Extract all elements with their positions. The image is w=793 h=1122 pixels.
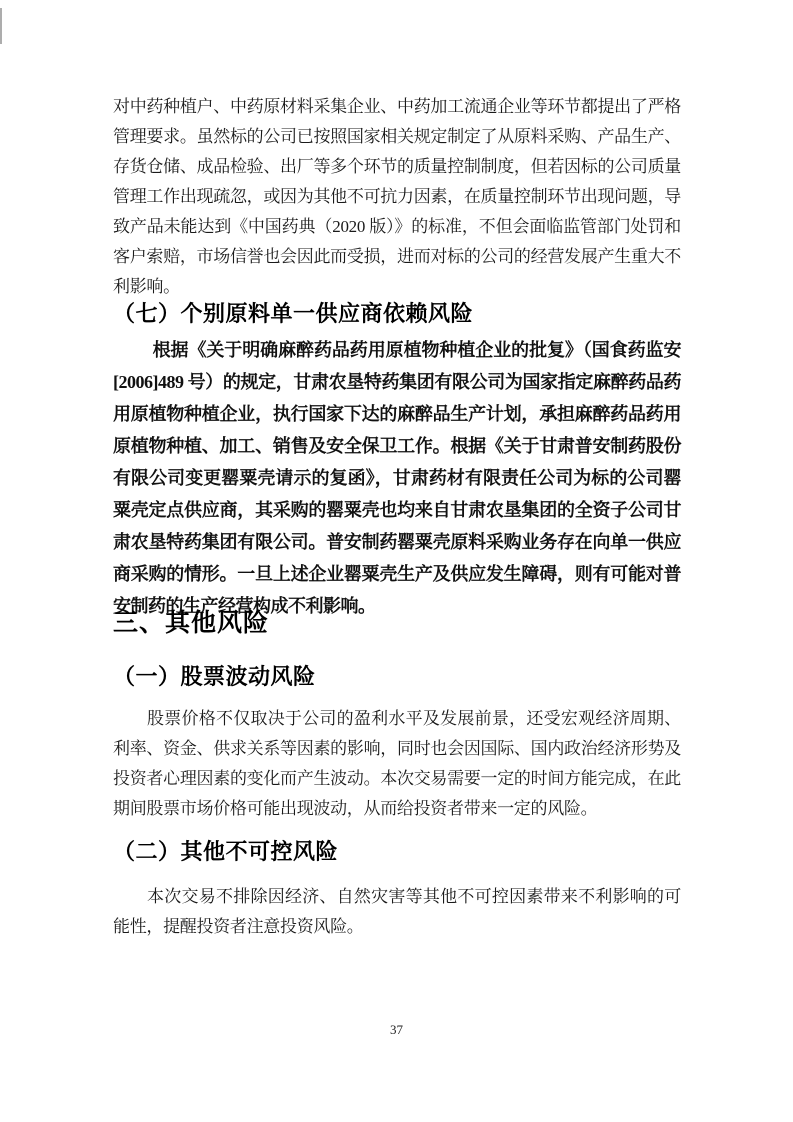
paragraph-stock-fluctuation-risk: 股票价格不仅取决于公司的盈利水平及发展前景，还受宏观经济周期、利率、资金、供求关系等因素的影响，同时也会因国际、国内政治经济形势及投资者心理因素的变化而产生波动。本次交易需要一定的时间方能完成，在此期间股票市场价格可能出现波动，从而给投资者带来一定的风险。 xyxy=(113,709,681,818)
heading-section-7-supplier-dependence: （七）个别原料单一供应商依赖风险 xyxy=(113,301,474,326)
heading-section-3-other-risks: 三、其他风险 xyxy=(113,609,270,637)
paragraph-quality-control-risk: 对中药种植户、中药原材料采集企业、中药加工流通企业等环节都提出了严格管理要求。虽然标的公司已按照国家相关规定制定了从原料采购、产品生产、存货仓储、成品检验、出厂等多个环节的质量控制制度，但若因标的公司质量管理工作出现疏忽，或因为其他不可抗力因素，在质量控制环节出现问题，导致产品未能达到《中国药典（2020 版）》的标准，不但会面临监管部门处罚和客户索赔，市场信誉也会因此而受损，进而对标的公司的经营发展产生重大不利影响。 xyxy=(113,97,681,296)
paragraph-supplier-dependence-risk: 根据《关于明确麻醉药品药用原植物种植企业的批复》（国食药监安[2006]489 号）的规定，甘肃农垦特药集团有限公司为国家指定麻醉药品药用原植物种植企业，执行国家下达的麻醉品生产计划，承担麻醉药品药用原植物种植、加工、销售及安全保卫工作。根据《关于甘肃普安制药股份有限公司变更罂粟壳请示的复函》，甘肃药材有限责任公司为标的公司罂粟壳定点供应商，其采购的罂粟壳也均来自甘肃农垦集团的全资子公司甘肃农垦特药集团有限公司。普安制药罂粟壳原料采购业务存在向单一供应商采购的情形。一旦上述企业罂粟壳生产及供应发生障碍，则有可能对普安制药的生产经营构成不利影响。 xyxy=(113,340,681,616)
paragraph-uncontrollable-risk: 本次交易不排除因经济、自然灾害等其他不可控因素带来不利影响的可能性，提醒投资者注意投资风险。 xyxy=(113,887,681,936)
heading-stock-fluctuation-risk: （一）股票波动风险 xyxy=(113,664,316,689)
heading-uncontrollable-risk: （二）其他不可控风险 xyxy=(113,839,339,864)
page-number: 37 xyxy=(390,1022,403,1037)
scan-edge-artifact xyxy=(0,8,2,44)
